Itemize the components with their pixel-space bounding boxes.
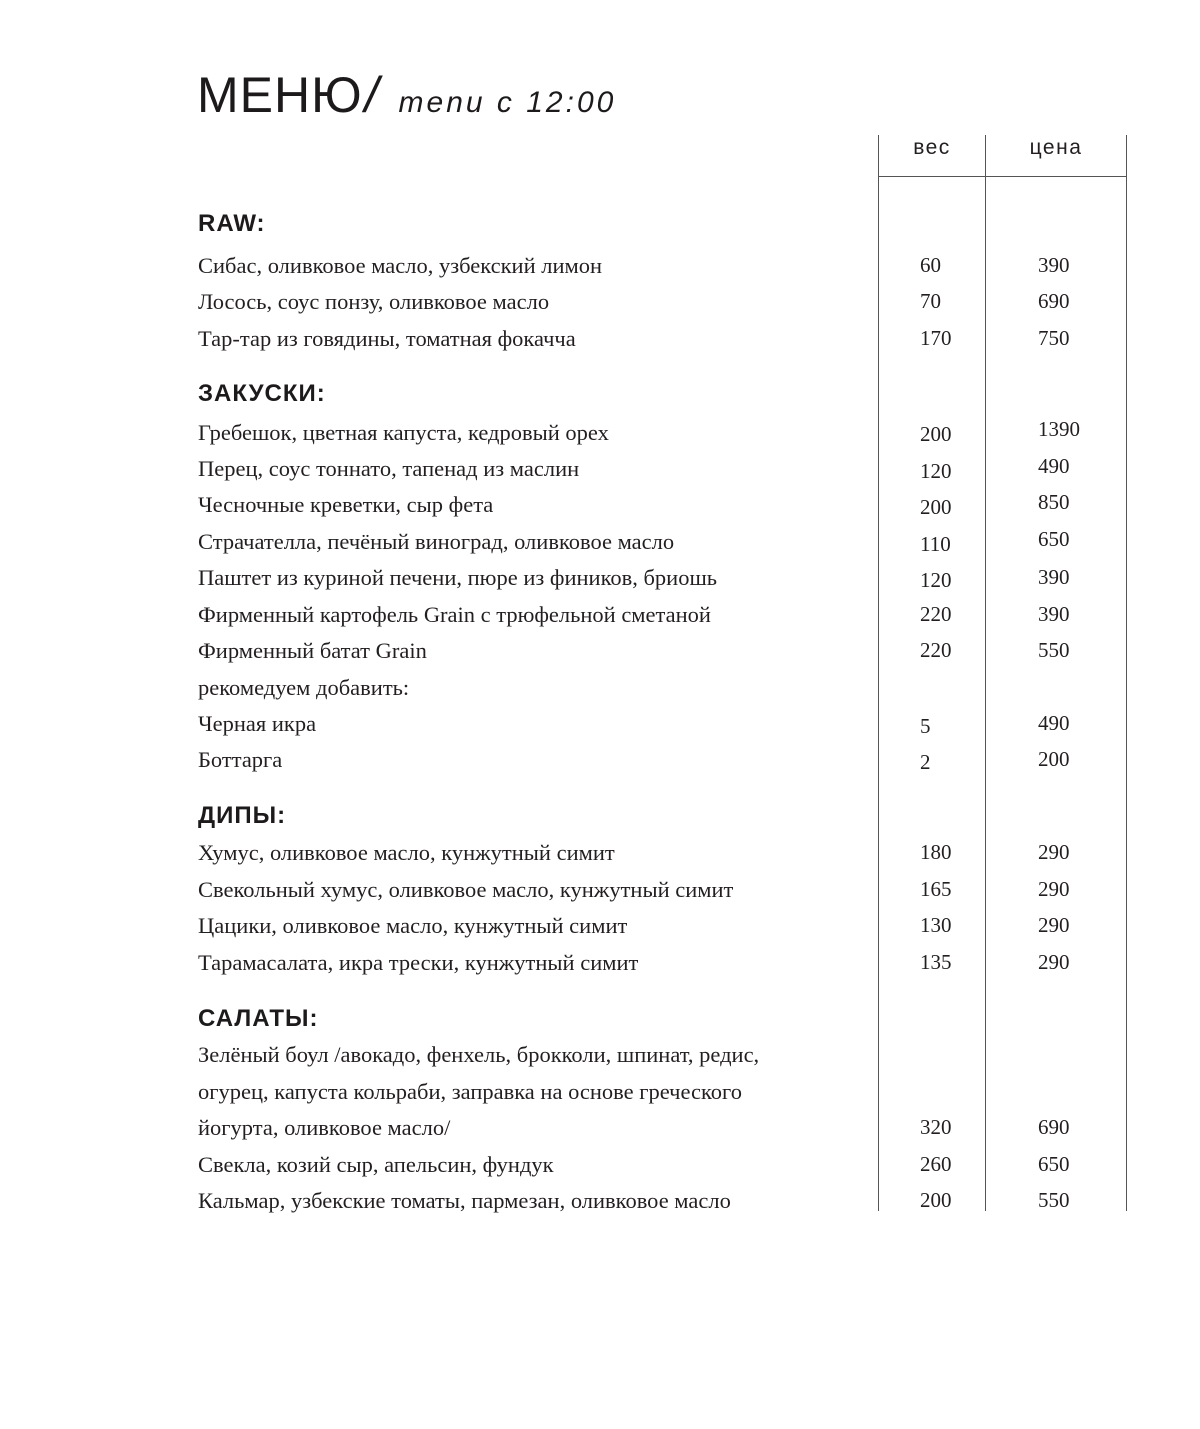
item-price: 490 bbox=[1038, 711, 1070, 735]
menu-title bbox=[197, 66, 616, 124]
item-weight: 180 bbox=[920, 840, 952, 864]
item-weight: 200 bbox=[920, 1188, 952, 1212]
item-price: 550 bbox=[1038, 1188, 1070, 1212]
item-weight: 120 bbox=[920, 459, 952, 483]
menu-item bbox=[0, 840, 1200, 870]
item-price: 390 bbox=[1038, 602, 1070, 626]
item-name: Черная икра bbox=[198, 711, 317, 736]
menu-item bbox=[0, 1079, 1200, 1109]
menu-item bbox=[0, 1152, 1200, 1182]
item-name: Сибас, оливковое масло, узбекский лимон bbox=[198, 253, 603, 278]
item-name: Паштет из куриной печени, пюре из фиников, бриошь bbox=[198, 565, 718, 590]
menu-item-note bbox=[0, 675, 1200, 705]
item-name: Чесночные креветки, сыр фета bbox=[198, 492, 494, 517]
item-name: Кальмар, узбекские томаты, пармезан, оливковое масло bbox=[198, 1188, 731, 1213]
recommendation-note: рекомедуем добавить: bbox=[198, 675, 410, 700]
section-title-raw: RAW: bbox=[198, 210, 266, 237]
item-weight: 110 bbox=[920, 532, 951, 556]
menu-item bbox=[0, 492, 1200, 522]
menu-item bbox=[0, 456, 1200, 486]
menu-item bbox=[0, 1042, 1200, 1072]
section-title-salads: САЛАТЫ: bbox=[198, 1005, 319, 1032]
menu-item bbox=[0, 417, 1200, 450]
column-header-weight: вес bbox=[913, 136, 951, 159]
item-name: Тарамасалата, икра трески, кунжутный симит bbox=[198, 950, 639, 975]
item-weight: 260 bbox=[920, 1152, 952, 1176]
item-name: Свекольный хумус, оливковое масло, кунжутный симит bbox=[198, 877, 734, 902]
item-price: 290 bbox=[1038, 877, 1070, 901]
menu-item bbox=[0, 529, 1200, 559]
table-header-divider bbox=[878, 176, 1127, 177]
menu-subtitle: menu с 12:00 bbox=[398, 86, 617, 119]
item-name: Хумус, оливковое масло, кунжутный симит bbox=[198, 840, 615, 865]
item-price: 650 bbox=[1038, 527, 1070, 551]
item-name: Свекла, козий сыр, апельсин, фундук bbox=[198, 1152, 554, 1177]
item-weight: 2 bbox=[920, 750, 931, 774]
item-weight: 220 bbox=[920, 638, 952, 662]
item-price: 390 bbox=[1038, 565, 1070, 589]
menu-item bbox=[0, 913, 1200, 943]
item-name: Лосось, соус понзу, оливковое масло bbox=[198, 289, 550, 314]
item-price: 290 bbox=[1038, 950, 1070, 974]
item-name: Гребешок, цветная капуста, кедровый орех bbox=[198, 420, 609, 445]
item-weight: 60 bbox=[920, 253, 941, 277]
item-price: 290 bbox=[1038, 840, 1070, 864]
item-name: Тар-тар из говядины, томатная фокачча bbox=[198, 326, 576, 351]
item-weight: 165 bbox=[920, 877, 952, 901]
item-name: Зелёный боул /авокадо, фенхель, брокколи, шпинат, редис, bbox=[198, 1042, 760, 1067]
item-price: 390 bbox=[1038, 253, 1070, 277]
menu-item bbox=[0, 602, 1200, 632]
item-weight: 5 bbox=[920, 714, 931, 738]
item-name: Перец, соус тоннато, тапенад из маслин bbox=[198, 456, 580, 481]
menu-item bbox=[0, 1188, 1200, 1218]
menu-item bbox=[0, 711, 1200, 741]
item-name: Страчателла, печёный виноград, оливковое масло bbox=[198, 529, 675, 554]
item-weight: 200 bbox=[920, 422, 952, 446]
menu-item bbox=[0, 950, 1200, 980]
menu-title-main: МЕНЮ bbox=[197, 67, 363, 123]
item-price: 200 bbox=[1038, 747, 1070, 771]
menu-item bbox=[0, 638, 1200, 668]
item-price: 290 bbox=[1038, 913, 1070, 937]
menu-item bbox=[0, 326, 1200, 356]
section-title-dips: ДИПЫ: bbox=[198, 802, 287, 829]
menu-item bbox=[0, 289, 1200, 319]
item-weight: 70 bbox=[920, 289, 941, 313]
item-weight: 170 bbox=[920, 326, 952, 350]
item-weight: 200 bbox=[920, 495, 952, 519]
item-price: 690 bbox=[1038, 289, 1070, 313]
item-name: Цацики, оливковое масло, кунжутный симит bbox=[198, 913, 628, 938]
item-weight: 220 bbox=[920, 602, 952, 626]
item-name: Фирменный батат Grain bbox=[198, 638, 427, 663]
item-weight: 320 bbox=[920, 1115, 952, 1139]
section-title-snacks: ЗАКУСКИ: bbox=[198, 380, 326, 407]
item-name: Фирменный картофель Grain с трюфельной сметаной bbox=[198, 602, 711, 627]
item-weight: 130 bbox=[920, 913, 952, 937]
item-name: йогурта, оливковое масло/ bbox=[198, 1115, 451, 1140]
item-name: огурец, капуста кольраби, заправка на основе греческого bbox=[198, 1079, 742, 1104]
menu-item bbox=[0, 877, 1200, 907]
item-price: 850 bbox=[1038, 490, 1070, 514]
menu-item bbox=[0, 1115, 1200, 1145]
item-price: 690 bbox=[1038, 1115, 1070, 1139]
item-price: 1390 bbox=[1038, 417, 1080, 441]
item-price: 750 bbox=[1038, 326, 1070, 350]
menu-item bbox=[0, 747, 1200, 777]
item-name: Боттарга bbox=[198, 747, 283, 772]
menu-item bbox=[0, 565, 1200, 595]
menu-item bbox=[0, 253, 1200, 283]
item-weight: 120 bbox=[920, 568, 952, 592]
column-header-price: цена bbox=[1029, 136, 1083, 159]
item-weight: 135 bbox=[920, 950, 952, 974]
title-slash: / bbox=[364, 67, 379, 123]
item-price: 550 bbox=[1038, 638, 1070, 662]
item-price: 490 bbox=[1038, 454, 1070, 478]
item-price: 650 bbox=[1038, 1152, 1070, 1176]
